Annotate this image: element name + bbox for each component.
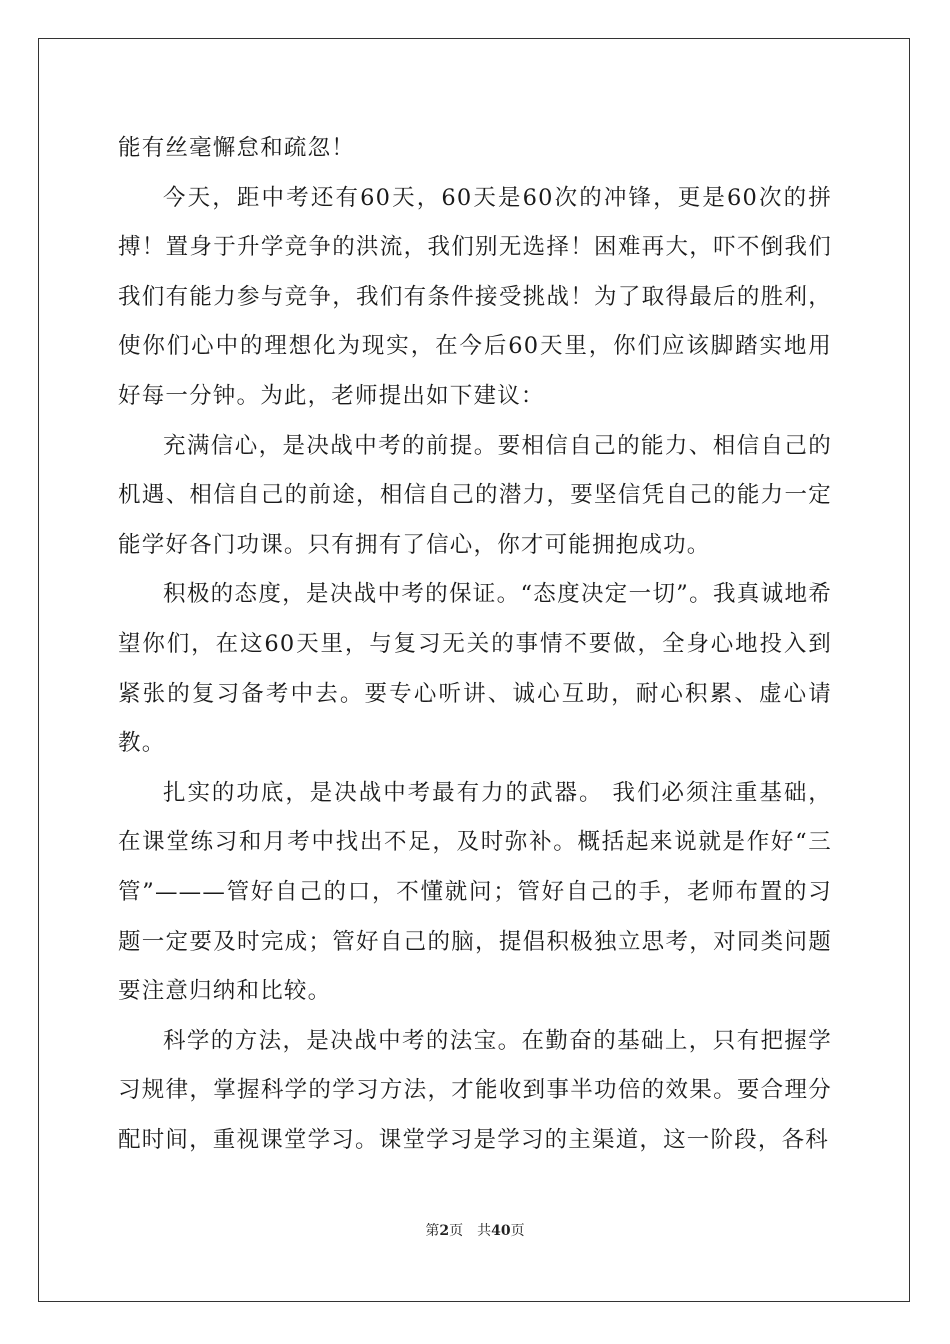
- paragraph-4: 积极的态度，是决战中考的保证。“态度决定一切”。我真诚地希望你们，在这60天里，与复习无关的事情不要做，全身心地投入到紧张的复习备考中去。要专心听讲、诚心互助，耐心积累、虚心请教。: [118, 581, 832, 757]
- page-suffix: 页: [449, 1223, 464, 1239]
- paragraph-1: 能有丝毫懈怠和疏忽！: [118, 135, 356, 161]
- page-prefix: 第: [425, 1223, 440, 1239]
- page-number: 2: [439, 1223, 450, 1239]
- paragraph-2: 今天，距中考还有60天，60天是60次的冲锋，更是60次的拼搏！置身于升学竞争的洪流，我们别无选择！困难再大，吓不倒我们我们有能力参与竞争，我们有条件接受挑战！为了取得最后的胜利，使你们心中的理想化为现实，在今后60天里，你们应该脚踏实地用好每一分钟。为此，老师提出如下建议：: [118, 184, 832, 409]
- paragraph-3: 充满信心，是决战中考的前提。要相信自己的能力、相信自己的机遇、相信自己的前途，相信自己的潜力，要坚信凭自己的能力一定能学好各门功课。只有拥有了信心，你才可能拥抱成功。: [118, 432, 832, 558]
- document-body: [118, 124, 832, 1165]
- total-prefix: 共: [477, 1223, 492, 1239]
- paragraph-5: 扎实的功底，是决战中考最有力的武器。 我们必须注重基础，在课堂练习和月考中找出不足，及时弥补。概括起来说就是作好“三管”———管好自己的口，不懂就问；管好自己的手，老师布置的习题一定要及时完成；管好自己的脑，提倡积极独立思考，对同类问题要注意归纳和比较。: [118, 779, 832, 1005]
- total-suffix: 页: [510, 1223, 525, 1239]
- total-pages: 40: [491, 1223, 511, 1239]
- paragraph-6: 科学的方法，是决战中考的法宝。在勤奋的基础上，只有把握学习规律，掌握科学的学习方法，才能收到事半功倍的效果。要合理分配时间，重视课堂学习。课堂学习是学习的主渠道，这一阶段，各科: [118, 1027, 832, 1153]
- page-footer: [0, 1220, 950, 1240]
